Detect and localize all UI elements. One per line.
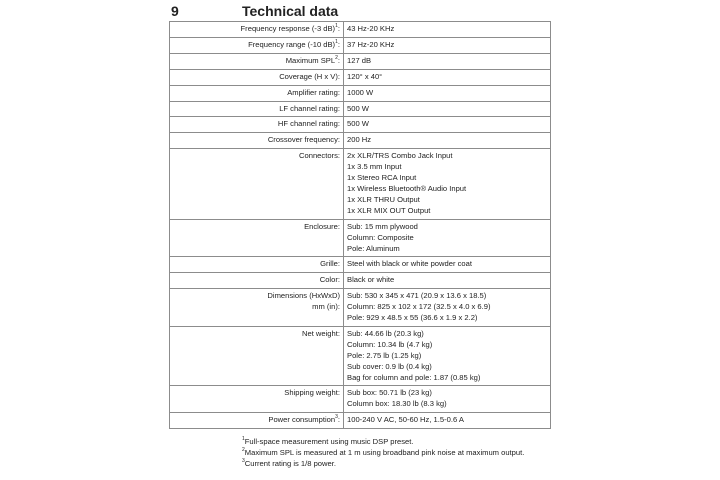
- spec-row: [170, 273, 551, 289]
- spec-value-line: Sub: 15 mm plywood: [347, 221, 418, 231]
- spec-row: [170, 117, 551, 133]
- spec-value-line: Column: 825 x 102 x 172 (32.5 x 4.0 x 6.9): [347, 302, 491, 312]
- spec-value: [344, 101, 551, 117]
- spec-row: [170, 289, 551, 327]
- spec-value-line: 1000 W: [347, 87, 374, 97]
- spec-value: [344, 386, 551, 413]
- spec-label: [170, 257, 344, 273]
- spec-label-text: Coverage (H x V): [279, 71, 338, 81]
- spec-label-line: Maximum SPL$^2$:: [285, 54, 340, 65]
- spec-value: [344, 289, 551, 327]
- spec-label-text: Dimensions (HxWxD): [267, 291, 340, 301]
- spec-value: [344, 37, 551, 53]
- spec-value: [344, 273, 551, 289]
- spec-label-text: Frequency range (-10 dB): [248, 39, 336, 49]
- spec-label-line: Crossover frequency:: [267, 135, 340, 145]
- spec-row: [170, 37, 551, 53]
- section-header: [0, 3, 720, 21]
- spec-value-line: 37 Hz-20 KHz: [347, 39, 395, 49]
- spec-value-line: 500 W: [347, 119, 369, 129]
- spec-value-line: 100-240 V AC, 50-60 Hz, 1.5-0.6 A: [347, 415, 464, 425]
- footnote: [242, 437, 524, 448]
- spec-label-line: Frequency range (-10 dB)$^1$:: [248, 38, 340, 49]
- spec-label-text: Frequency response (-3 dB): [240, 24, 336, 33]
- spec-value-line: 2x XLR/TRS Combo Jack Input: [347, 151, 453, 161]
- spec-label-text: Grille: [320, 259, 338, 269]
- spec-value-line: 1x XLR THRU Output: [347, 194, 420, 204]
- footnote-mark: 3: [335, 414, 338, 421]
- spec-row: [170, 85, 551, 101]
- footnote-mark: 2: [335, 54, 338, 61]
- spec-label-text: LF channel rating: [279, 103, 338, 113]
- spec-label: [170, 69, 344, 85]
- spec-label-line: Frequency response (-3 dB)$^1$:: [240, 23, 340, 33]
- spec-row: [170, 149, 551, 219]
- spec-label: [170, 101, 344, 117]
- spec-value-line: 200 Hz: [347, 135, 372, 145]
- spec-label: [170, 273, 344, 289]
- spec-row: [170, 326, 551, 386]
- spec-value-line: 1x XLR MIX OUT Output: [347, 205, 431, 215]
- spec-row: [170, 53, 551, 69]
- spec-value-line: 120° x 40°: [347, 71, 383, 81]
- footnote: [242, 448, 524, 459]
- spec-value: [344, 257, 551, 273]
- spec-label-line: Color:: [319, 275, 340, 285]
- spec-value-line: Sub box: 50.71 lb (23 kg): [347, 388, 432, 398]
- spec-label-text: Connectors: [299, 151, 338, 161]
- spec-row: [170, 101, 551, 117]
- spec-value-line: Bag for column and pole: 1.87 (0.85 kg): [347, 372, 481, 382]
- spec-value-line: Steel with black or white powder coat: [347, 259, 472, 269]
- spec-label: [170, 53, 344, 69]
- spec-value: [344, 117, 551, 133]
- footnote: [242, 459, 524, 470]
- spec-value-line: Column: Composite: [347, 232, 414, 242]
- spec-value-line: Column box: 18.30 lb (8.3 kg): [347, 399, 447, 409]
- spec-row: [170, 413, 551, 429]
- spec-label-text: HF channel rating: [277, 119, 338, 129]
- spec-label-text: Net weight: [301, 328, 338, 338]
- spec-label-text: Maximum SPL: [285, 55, 336, 65]
- spec-label: [170, 413, 344, 429]
- spec-value-line: Pole: 929 x 48.5 x 55 (36.6 x 1.9 x 2.2): [347, 313, 478, 323]
- spec-value-line: Pole: Aluminum: [347, 243, 400, 253]
- spec-label-line: Coverage (H x V):: [279, 71, 340, 81]
- spec-value-line: 43 Hz-20 KHz: [347, 24, 395, 33]
- spec-label-line: [173, 291, 340, 302]
- spec-label-text: Shipping weight: [284, 388, 338, 398]
- spec-label-line: Shipping weight:: [284, 388, 340, 398]
- spec-value: [344, 85, 551, 101]
- spec-label: [170, 117, 344, 133]
- spec-value-line: Black or white: [347, 275, 395, 285]
- spec-label-line: Net weight:: [301, 328, 340, 338]
- spec-value: [344, 53, 551, 69]
- spec-label: [170, 133, 344, 149]
- spec-label: [170, 289, 344, 327]
- spec-value: [344, 413, 551, 429]
- spec-label-line: Grille:: [320, 259, 340, 269]
- footnotes: [242, 437, 524, 470]
- spec-label: [170, 37, 344, 53]
- spec-label-line: Power consumption$^3$:: [268, 414, 340, 425]
- spec-value-line: Sub: 44.66 lb (20.3 kg): [347, 328, 424, 338]
- section-number: 9: [171, 3, 179, 19]
- spec-label-text: Enclosure: [304, 221, 338, 231]
- spec-value-line: 1x Stereo RCA Input: [347, 173, 417, 183]
- footnote-mark: 1: [335, 38, 338, 45]
- spec-label: [170, 219, 344, 257]
- spec-label-text: Power consumption: [268, 415, 336, 425]
- spec-value: [344, 219, 551, 257]
- spec-row: [170, 22, 551, 38]
- spec-value-line: 1x 3.5 mm Input: [347, 162, 402, 172]
- spec-label-line: Amplifier rating:: [287, 87, 340, 97]
- spec-label-line: mm (in):: [312, 302, 340, 312]
- spec-value-line: Pole: 2.75 lb (1.25 kg): [347, 350, 422, 360]
- spec-label-line: Connectors:: [299, 151, 340, 161]
- footnote-number: 2: [242, 446, 245, 453]
- footnote-number: 3: [242, 457, 245, 464]
- spec-label: [170, 326, 344, 386]
- footnote-text: Full-space measurement using music DSP preset.: [244, 437, 414, 446]
- spec-value: [344, 22, 551, 38]
- spec-value: [344, 133, 551, 149]
- spec-value-line: Sub: 530 x 345 x 471 (20.9 x 13.6 x 18.5): [347, 291, 487, 301]
- section-title: Technical data: [242, 3, 339, 19]
- spec-row: [170, 257, 551, 273]
- technical-data-table-body: [170, 22, 551, 429]
- spec-row: [170, 219, 551, 257]
- spec-label-text: mm (in): [312, 302, 338, 312]
- spec-value-line: 500 W: [347, 103, 369, 113]
- spec-label-line: HF channel rating:: [277, 119, 340, 129]
- spec-label-line: Enclosure:: [304, 221, 340, 231]
- spec-label: [170, 149, 344, 219]
- footnote-text: Current rating is 1/8 power.: [244, 458, 336, 468]
- spec-row: [170, 386, 551, 413]
- spec-row: [170, 133, 551, 149]
- spec-value: [344, 149, 551, 219]
- spec-value: [344, 69, 551, 85]
- technical-data-table: [169, 21, 551, 429]
- spec-label-text: Crossover frequency: [267, 135, 338, 145]
- footnote-text: Maximum SPL is measured at 1 m using broadband pink noise at maximum output.: [244, 447, 525, 457]
- spec-label-text: Amplifier rating: [287, 87, 338, 97]
- spec-label: [170, 85, 344, 101]
- footnote-number: 1: [242, 436, 245, 442]
- spec-value-line: 127 dB: [347, 55, 372, 65]
- spec-value-line: Column: 10.34 lb (4.7 kg): [347, 339, 433, 349]
- spec-value-line: Sub cover: 0.9 lb (0.4 kg): [347, 361, 432, 371]
- spec-label-text: Color: [319, 275, 338, 285]
- spec-value-line: 1x Wireless Bluetooth® Audio Input: [347, 183, 467, 193]
- spec-label-line: LF channel rating:: [279, 103, 340, 113]
- spec-value: [344, 326, 551, 386]
- footnote-mark: 1: [335, 23, 338, 29]
- spec-row: [170, 69, 551, 85]
- spec-label: [170, 22, 344, 38]
- spec-label: [170, 386, 344, 413]
